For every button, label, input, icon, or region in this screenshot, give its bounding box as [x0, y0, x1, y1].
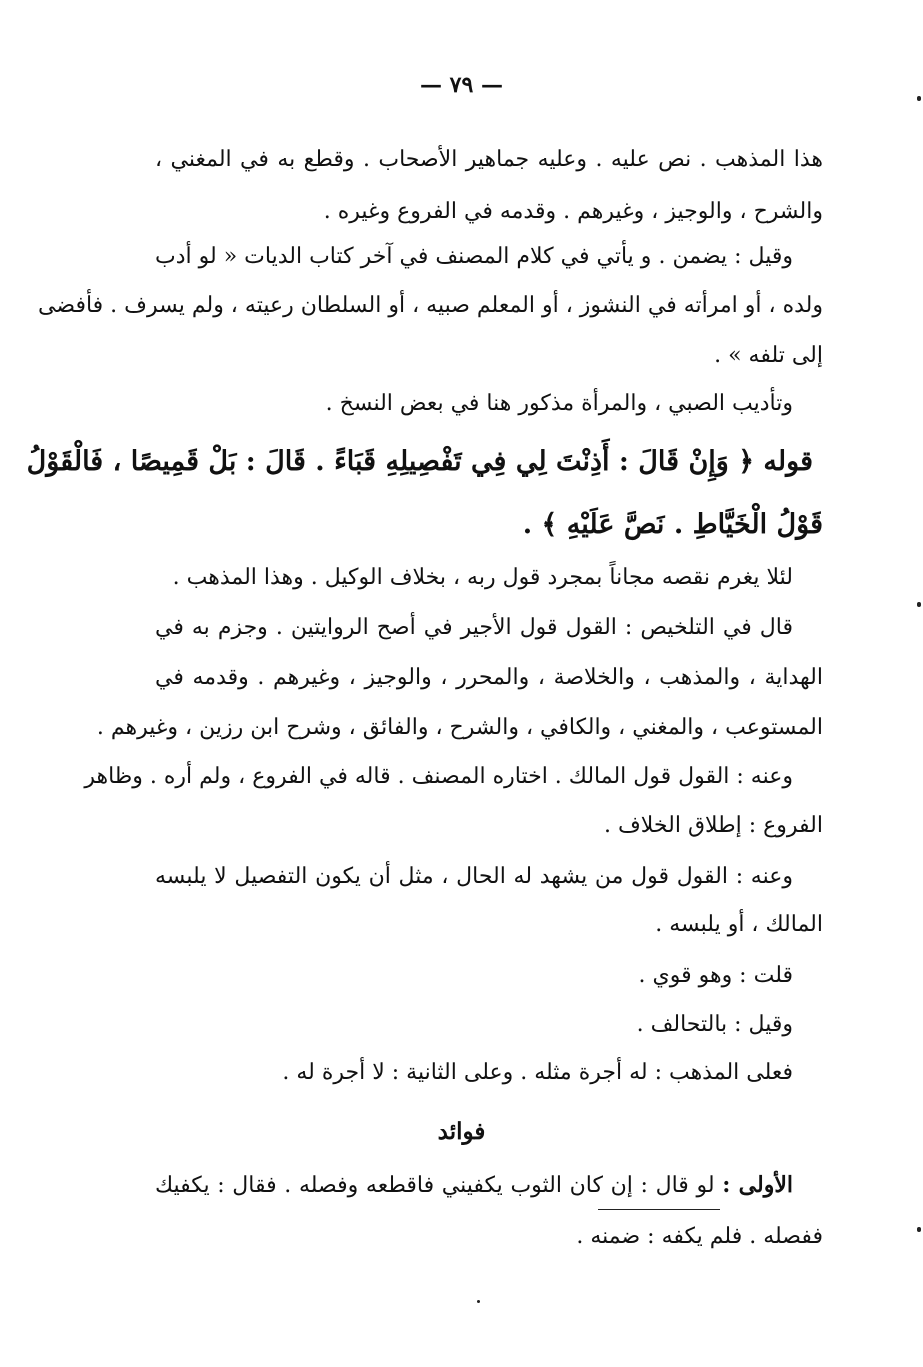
section-heading: فوائد — [437, 1118, 486, 1145]
scan-mark — [917, 1227, 921, 1232]
scan-mark — [917, 96, 921, 101]
text-line — [155, 1165, 793, 1206]
underline-mark — [598, 1209, 720, 1210]
page-number: — ٧٩ — — [420, 72, 503, 98]
text-line: إلى تلفه » . — [714, 343, 823, 368]
quoted-text-line: قوله ﴿ وَإِنْ قَالَ : أَذِنْتَ لِي فِي تَفْصِيلِهِ قَبَاءً . قَالَ : بَلْ قَمِيصًا ، فَالْقَوْلُ — [26, 446, 813, 477]
text-line: فعلى المذهب : له أجرة مثله . وعلى الثانية : لا أجرة له . — [282, 1060, 793, 1085]
item-label: الأولى : — [722, 1172, 794, 1198]
text-line: لئلا يغرم نقصه مجاناً بمجرد قول ربه ، بخلاف الوكيل . وهذا المذهب . — [172, 565, 793, 590]
text-line: قال في التلخيص : القول قول الأجير في أصح الروايتين . وجزم به في — [155, 615, 793, 640]
text-line: وقيل : بالتحالف . — [636, 1012, 793, 1037]
text-line: ولده ، أو امرأته في النشوز ، أو المعلم صبيه ، أو السلطان رعيته ، ولم يسرف . فأفضى — [38, 293, 823, 318]
text-line: وعنه : القول قول من يشهد له الحال ، مثل أن يكون التفصيل لا يلبسه — [155, 864, 793, 889]
text-line: المستوعب ، والمغني ، والكافي ، والشرح ، والفائق ، وشرح ابن رزين ، وغيرهم . — [96, 715, 823, 740]
text-line: قلت : وهو قوي . — [638, 963, 793, 988]
text-line: والشرح ، والوجيز ، وغيرهم . وقدمه في الفروع وغيره . — [323, 199, 823, 224]
text-line: وقيل : يضمن . و يأتي في كلام المصنف في آخر كتاب الديات « لو أدب — [155, 244, 793, 269]
text-line: وتأديب الصبي ، والمرأة مذكور هنا في بعض النسخ . — [325, 391, 793, 416]
item-text: لو قال : إن كان الثوب يكفيني فاقطعه وفصله . فقال : يكفيك — [155, 1173, 715, 1198]
text-line: الهداية ، والمذهب ، والخلاصة ، والمحرر ، والوجيز ، وغيرهم . وقدمه في — [155, 665, 823, 690]
text-line: ففصله . فلم يكفه : ضمنه . — [576, 1224, 823, 1249]
text-line: الفروع : إطلاق الخلاف . — [604, 813, 823, 838]
quoted-text-line: قَوْلُ الْخَيَّاطِ . نَصَّ عَلَيْهِ ﴾ . — [522, 509, 823, 540]
text-line: المالك ، أو يلبسه . — [655, 912, 823, 937]
scan-mark — [477, 1300, 480, 1303]
scan-mark — [917, 602, 921, 607]
text-line: هذا المذهب . نص عليه . وعليه جماهير الأصحاب . وقطع به في المغني ، — [155, 147, 823, 172]
text-line: وعنه : القول قول المالك . اختاره المصنف . قاله في الفروع ، ولم أره . وظاهر — [84, 764, 793, 789]
